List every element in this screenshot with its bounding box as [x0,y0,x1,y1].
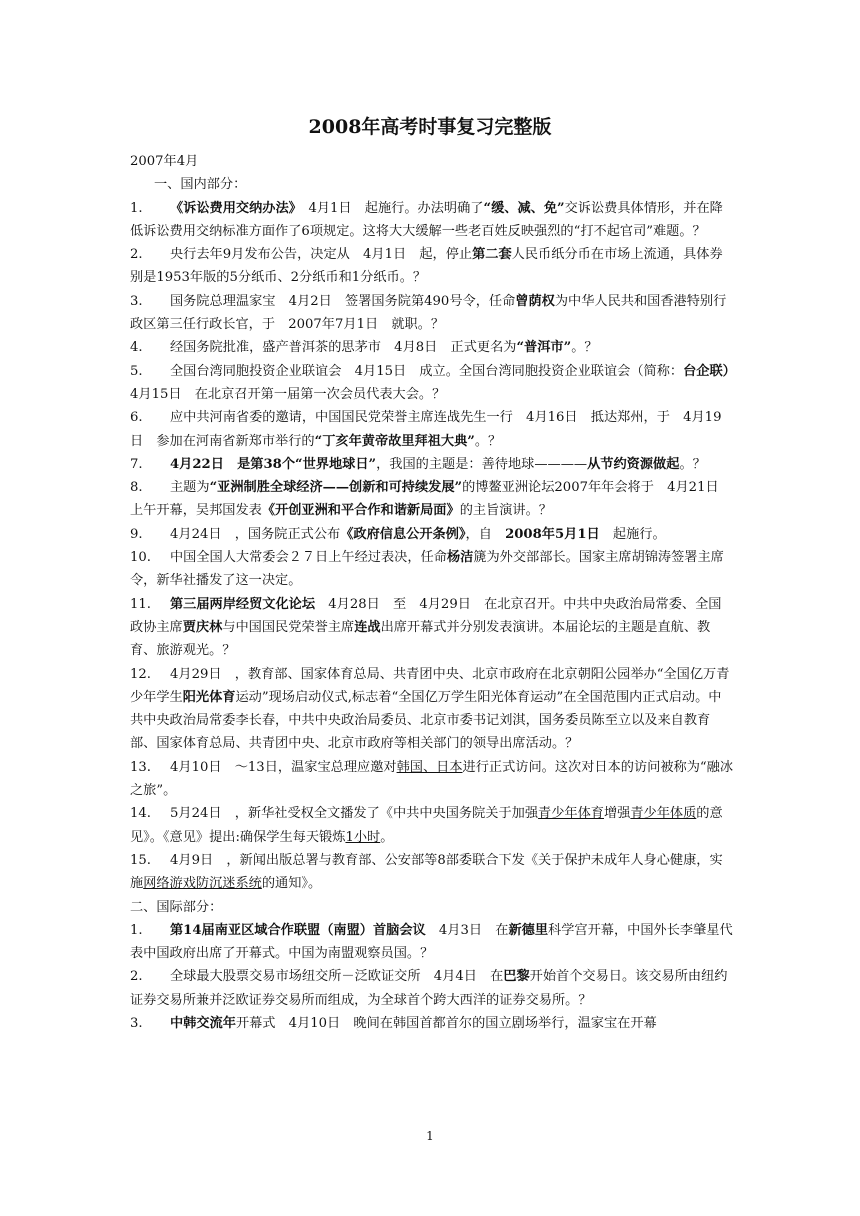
list-item: 2. 全球最大股票交易市场纽交所－泛欧证交所 4月4日 在巴黎开始首个交易日。该交易所由纽约证券交易所兼并泛欧证券交易所而组成，为全球首个跨大西洋的证券交易所。？ [130,969,728,1008]
list-item: 13. 4月10日 ～13日，温家宝总理应邀对韩国、日本进行正式访问。这次对日本的访问被称为“融冰之旅”。 [130,759,734,799]
list-item: 3. 中韩交流年开幕式 4月10日 晚间在韩国首都首尔的国立剧场举行，温家宝在开幕 [130,1015,657,1031]
date-header: 2007年4月 [130,154,199,169]
list-item: 2. 央行去年9月发布公告，决定从 4月1日 起，停止第二套人民币纸分币在市场上流通，具体券别是1953年版的5分纸币、2分纸币和1分纸币。？ [130,247,723,286]
list-item: 1. 《诉讼费用交纳办法》 4月1日 起施行。办法明确了“缓、减、免”交诉讼费具体情形，并在降低诉讼费用交纳标准方面作了6项规定。这将大大缓解一些老百姓反映强烈的“打不起官司”难题。？ [130,200,723,239]
list-item: 4. 经国务院批准，盛产普洱茶的思茅市 4月8日 正式更名为“普洱市”。？ [130,340,598,356]
list-item: 6. 应中共河南省委的邀请，中国国民党荣誉主席连战先生一行 4月16日 抵达郑州，于 4月19日 参加在河南省新郑市举行的“丁亥年黄帝故里拜祖大典”。？ [130,410,722,449]
document-title: 2008年高考时事复习完整版 [308,116,552,138]
list-item: 5. 全国台湾同胞投资企业联谊会 4月15日 成立。全国台湾同胞投资企业联谊会（简称：台企联） 4月15日 在北京召开第一届第一次会员代表大会。？ [130,363,743,402]
list-item: 11. 第三届两岸经贸文化论坛 4月28日 至 4月29日 在北京召开。中共中央政治局常委、全国政协主席贾庆林与中国国民党荣誉主席连战出席开幕式并分别发表演讲。本届论坛的主题是直航、教育、旅游观光。？ [130,596,722,659]
list-item: 3. 国务院总理温家宝 4月2日 签署国务院第490号令，任命曾荫权为中华人民共和国香港特别行政区第三任行政长官，于 2007年7月1日 就职。？ [130,293,727,333]
list-item: 12. 4月29日 ，教育部、国家体育总局、共青团中央、北京市政府在北京朝阳公园举办“全国亿万青少年学生阳光体育运动”现场启动仪式,标志着“全国亿万学生阳光体育运动”在全国范围内正式启动。中共中央政治局常委李长春，中共中央政治局委员、北京市委书记刘淇，国务委员陈至立以及来自教育部、国家体育总局、共青团中央、北京市政府等相关部门的领导出席活动。？ [130,666,730,752]
list-item: 9. 4月24日 ，国务院正式公布《政府信息公开条例》，自 2008年5月1日 起施行。 [130,526,666,542]
list-item: 14. 5月24日 ，新华社受权全文播发了《中共中央国务院关于加强青少年体育增强青少年体质的意见》。《意见》提出:确保学生每天锻炼1小时。 [130,806,723,845]
list-item: 7. 4月22日 是第38个“世界地球日”，我国的主题是：善待地球————从节约资源做起。？ [130,456,706,472]
section-heading-international: 二、国际部分： [130,899,223,915]
list-item: 15. 4月9日 ，新闻出版总署与教育部、公安部等8部委联合下发《关于保护未成年人身心健康，实施网络游戏防沉迷系统的通知》。 [130,852,723,892]
section-heading-domestic: 一、国内部分： [154,177,247,193]
list-item: 10. 中国全国人大常委会２７日上午经过表决，任命杨洁篪为外交部部长。国家主席胡锦涛签署主席令，新华社播发了这一决定。 [130,550,724,589]
list-item: 1. 第14届南亚区域合作联盟（南盟）首脑会议 4月3日 在新德里科学宫开幕，中国外长李肇星代表中国政府出席了开幕式。中国为南盟观察员国。？ [130,922,733,962]
list-item: 8. 主题为“亚洲制胜全球经济——创新和可持续发展”的博鳌亚洲论坛2007年年会将于 4月21日 上午开幕，吴邦国发表《开创亚洲和平合作和谐新局面》的主旨演讲。？ [130,480,732,519]
page-number: 1 [426,1129,434,1143]
document-body [130,150,743,1035]
